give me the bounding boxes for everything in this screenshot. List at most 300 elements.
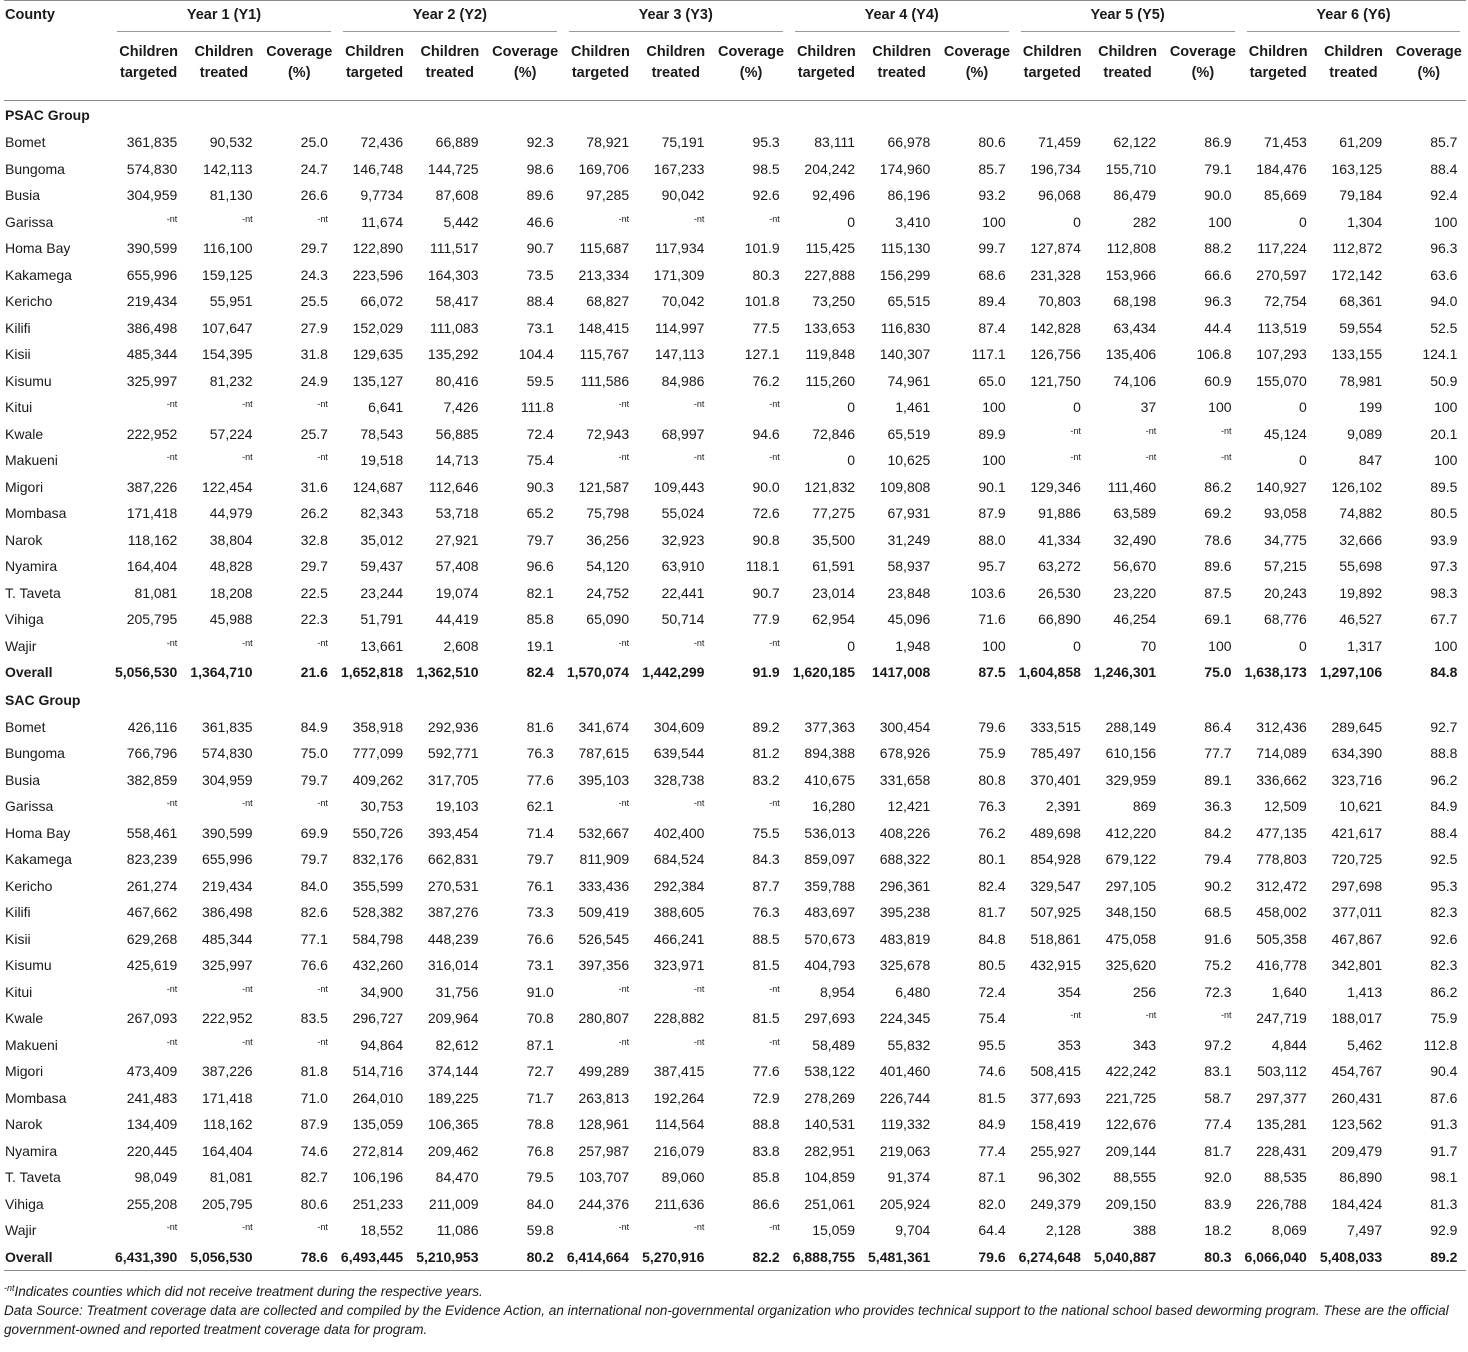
- coverage-cell: 25.0: [300, 134, 328, 151]
- children-targeted-header: [789, 41, 864, 101]
- children-targeted-cell: 382,859: [126, 771, 178, 788]
- children-treated-cell: 154,395: [201, 346, 253, 363]
- children-treated-header: [638, 41, 713, 101]
- not-treated-marker: -nt: [317, 1036, 328, 1047]
- children-targeted-cell: 0: [847, 637, 856, 654]
- county-name: Bungoma: [5, 160, 65, 177]
- children-treated-cell: 18,208: [209, 584, 253, 601]
- coverage-cell: 87.1: [526, 1036, 554, 1053]
- children-targeted-cell: 550,726: [352, 824, 404, 841]
- children-targeted-cell: 263,813: [578, 1089, 630, 1106]
- children-targeted-cell: 1,638,173: [1244, 664, 1307, 681]
- children-targeted-cell: 584,798: [352, 930, 404, 947]
- children-treated-cell: 5,462: [1347, 1036, 1383, 1053]
- coverage-cell: 82.6: [300, 904, 328, 921]
- subheader-line: targeted: [120, 65, 178, 81]
- children-targeted-cell: 714,089: [1256, 745, 1307, 762]
- children-treated-cell: 209,144: [1105, 1142, 1157, 1159]
- children-targeted-cell: 370,401: [1030, 771, 1081, 788]
- coverage-cell: 82.4: [978, 877, 1006, 894]
- not-treated-marker: -nt: [618, 452, 630, 463]
- children-targeted-cell: 270,597: [1256, 266, 1307, 283]
- children-targeted-cell: 63,272: [1038, 558, 1081, 575]
- children-targeted-cell: 92,496: [812, 187, 856, 204]
- coverage-cell: 84.0: [526, 1195, 554, 1212]
- coverage-cell: 88.0: [978, 531, 1006, 548]
- children-targeted-cell: [1015, 1005, 1090, 1032]
- children-treated-cell: [638, 1217, 713, 1244]
- children-treated-cell: 7,426: [443, 399, 479, 416]
- not-treated-marker: -nt: [1070, 1010, 1081, 1021]
- subheader-line: Children: [1248, 44, 1308, 60]
- coverage-cell: 79.7: [300, 771, 328, 788]
- coverage-cell: 95.3: [1430, 877, 1458, 894]
- coverage-cell: 82.3: [1430, 904, 1458, 921]
- coverage-cell: 77.9: [752, 611, 780, 628]
- children-treated-cell: 282: [1132, 213, 1157, 230]
- coverage-cell: 91.7: [1430, 1142, 1458, 1159]
- coverage-cell: 77.5: [752, 319, 780, 336]
- coverage-cell: 73.3: [526, 904, 554, 921]
- children-treated-cell: 1,362,510: [416, 664, 479, 681]
- children-targeted-cell: 91,886: [1038, 505, 1081, 522]
- coverage-cell: 82.7: [300, 1169, 328, 1186]
- overall-row: [4, 659, 1466, 686]
- children-targeted-cell: 83,111: [814, 134, 856, 151]
- coverage-cell: 83.2: [752, 771, 780, 788]
- children-targeted-cell: 280,807: [578, 1010, 630, 1027]
- coverage-cell: 111.8: [520, 399, 554, 416]
- county-name: Garissa: [5, 798, 54, 815]
- table-row: [4, 606, 1466, 633]
- children-targeted-cell: 894,388: [804, 745, 856, 762]
- children-treated-cell: 1,461: [895, 399, 931, 416]
- children-targeted-cell: 121,750: [1030, 372, 1081, 389]
- children-treated-cell: 205,795: [201, 1195, 253, 1212]
- children-treated-cell: 9,704: [895, 1222, 931, 1239]
- children-targeted-cell: 282,951: [804, 1142, 856, 1159]
- children-targeted-cell: 336,662: [1256, 771, 1307, 788]
- children-targeted-cell: 45,124: [1264, 425, 1307, 442]
- children-treated-cell: [638, 633, 713, 660]
- children-targeted-header: [1241, 41, 1316, 101]
- not-treated-marker: -nt: [242, 798, 253, 809]
- children-treated-cell: 112,646: [428, 478, 479, 495]
- children-treated-cell: 296,361: [879, 877, 931, 894]
- coverage-cell: 80.6: [978, 134, 1006, 151]
- children-treated-cell: 270,531: [427, 877, 479, 894]
- children-targeted-cell: 485,344: [126, 346, 178, 363]
- children-treated-cell: 37: [1140, 399, 1157, 416]
- children-targeted-cell: 184,476: [1256, 160, 1307, 177]
- children-treated-cell: 46,527: [1339, 611, 1383, 628]
- children-treated-cell: 387,226: [201, 1063, 253, 1080]
- not-treated-marker: -nt: [166, 213, 178, 224]
- coverage-cell: 112.8: [1423, 1036, 1458, 1053]
- children-targeted-cell: 0: [1299, 637, 1307, 654]
- subheader-line: targeted: [571, 65, 630, 81]
- children-treated-cell: [186, 633, 261, 660]
- table-row: [4, 394, 1466, 421]
- subheader-line: treated: [1103, 65, 1152, 81]
- children-treated-cell: 1,246,301: [1093, 664, 1157, 681]
- children-treated-cell: [186, 793, 261, 820]
- children-targeted-cell: 128,961: [578, 1116, 630, 1133]
- coverage-cell: 95.5: [978, 1036, 1006, 1053]
- children-treated-cell: 325,997: [201, 957, 253, 974]
- children-targeted-cell: 65,090: [586, 611, 630, 628]
- coverage-cell: 88.4: [1430, 824, 1458, 841]
- table-row: [4, 580, 1466, 607]
- coverage-cell: 87.4: [978, 319, 1006, 336]
- year-header-2: [337, 1, 563, 42]
- children-treated-cell: 59,554: [1339, 319, 1383, 336]
- coverage-cell: 88.5: [752, 930, 780, 947]
- children-treated-cell: 45,096: [887, 611, 931, 628]
- children-targeted-cell: 16,280: [812, 798, 856, 815]
- coverage-cell: 88.8: [1430, 745, 1458, 762]
- children-treated-cell: 678,926: [879, 745, 931, 762]
- coverage-cell: 25.5: [300, 293, 328, 310]
- children-targeted-cell: 410,675: [804, 771, 856, 788]
- year-header-4: [789, 1, 1015, 42]
- children-treated-cell: 377,011: [1332, 904, 1383, 921]
- children-treated-cell: 323,971: [653, 957, 705, 974]
- not-treated-marker: -nt: [1221, 425, 1232, 436]
- not-treated-marker: -nt: [166, 1222, 178, 1233]
- children-targeted-cell: 6,066,040: [1241, 1244, 1316, 1271]
- children-targeted-cell: 231,328: [1030, 266, 1081, 283]
- children-treated-cell: 328,738: [653, 771, 705, 788]
- children-targeted-cell: 325,997: [126, 372, 178, 389]
- coverage-cell: 76.1: [526, 877, 554, 894]
- children-treated-cell: 167,233: [653, 160, 705, 177]
- children-treated-cell: 153,966: [1105, 266, 1157, 283]
- coverage-cell: 92.4: [1430, 187, 1458, 204]
- children-targeted-cell: 96,302: [1038, 1169, 1081, 1186]
- county-name: Migori: [5, 478, 44, 495]
- children-targeted-cell: [111, 209, 186, 236]
- children-treated-cell: 144,725: [427, 160, 479, 177]
- children-treated-cell: 156,299: [879, 266, 931, 283]
- children-targeted-cell: 142,828: [1030, 319, 1081, 336]
- children-targeted-cell: 220,445: [126, 1142, 178, 1159]
- county-name: Bungoma: [5, 745, 65, 762]
- children-targeted-cell: [111, 633, 186, 660]
- children-targeted-cell: 82,343: [360, 505, 404, 522]
- children-treated-cell: 5,442: [443, 213, 479, 230]
- children-targeted-cell: 473,409: [126, 1063, 178, 1080]
- children-treated-cell: 483,819: [879, 930, 931, 947]
- coverage-cell: 75.0: [1204, 664, 1232, 681]
- children-targeted-cell: [563, 793, 638, 820]
- coverage-cell: 81.6: [526, 718, 554, 735]
- children-targeted-cell: 251,233: [352, 1195, 404, 1212]
- not-treated-marker: -nt: [769, 213, 780, 224]
- children-targeted-cell: [563, 1032, 638, 1059]
- county-name: Overall: [5, 664, 53, 681]
- year-header-label: Year 2 (Y2): [343, 7, 557, 32]
- children-targeted-cell: 18,552: [360, 1222, 404, 1239]
- children-targeted-cell: 41,334: [1038, 531, 1081, 548]
- children-targeted-cell: 6,641: [368, 399, 404, 416]
- coverage-cell: 89.1: [1204, 771, 1232, 788]
- children-targeted-cell: 296,727: [352, 1010, 404, 1027]
- coverage-cell: 82.4: [526, 664, 554, 681]
- coverage-cell: 80.5: [978, 957, 1006, 974]
- not-treated-marker: -nt: [166, 798, 178, 809]
- coverage-cell: [713, 394, 788, 421]
- children-targeted-cell: 255,927: [1030, 1142, 1081, 1159]
- coverage-cell: 73.1: [526, 957, 554, 974]
- children-treated-cell: 1,297,106: [1319, 664, 1383, 681]
- children-targeted-cell: 509,419: [578, 904, 630, 921]
- coverage-cell: 69.9: [300, 824, 328, 841]
- coverage-cell: 80.3: [752, 266, 780, 283]
- children-targeted-cell: 249,379: [1030, 1195, 1081, 1212]
- table-row: [4, 341, 1466, 368]
- children-targeted-cell: 107,293: [1256, 346, 1307, 363]
- coverage-cell: 118.1: [745, 558, 780, 575]
- data-source-note: Data Source: Treatment coverage data are collected and compiled by the Evidence Action, an international non-governmental organization who provides technical support to the national school based deworming program. These are the official government-owned and reported treatment coverage data for program.: [4, 1303, 1449, 1337]
- coverage-cell: 85.8: [752, 1169, 780, 1186]
- children-targeted-cell: [111, 394, 186, 421]
- children-treated-cell: 135,292: [427, 346, 479, 363]
- coverage-cell: 98.1: [1430, 1169, 1458, 1186]
- table-row: [4, 820, 1466, 847]
- coverage-cell: 86.6: [752, 1195, 780, 1212]
- coverage-cell: 75.2: [1204, 957, 1232, 974]
- subheader-line: treated: [425, 65, 475, 81]
- children-targeted-cell: 115,687: [579, 240, 630, 257]
- children-treated-cell: 31,249: [887, 531, 931, 548]
- children-targeted-cell: 353: [1057, 1036, 1081, 1053]
- coverage-cell: 67.7: [1430, 611, 1458, 628]
- children-treated-cell: 90,532: [209, 134, 253, 151]
- children-targeted-cell: 312,436: [1256, 718, 1307, 735]
- subheader-line: Coverage: [492, 44, 559, 60]
- children-treated-cell: [186, 1032, 261, 1059]
- not-treated-marker: -nt: [618, 213, 630, 224]
- coverage-cell: 106.8: [1196, 346, 1232, 363]
- coverage-cell: 86.2: [1204, 478, 1232, 495]
- children-treated-cell: 1417,008: [871, 664, 931, 681]
- children-targeted-cell: 432,915: [1030, 957, 1081, 974]
- children-treated-cell: [186, 1217, 261, 1244]
- table-row: [4, 156, 1466, 183]
- table-row: [4, 926, 1466, 953]
- children-treated-cell: 62,122: [1113, 134, 1157, 151]
- children-targeted-header: [563, 41, 638, 101]
- children-treated-cell: 219,434: [201, 877, 253, 894]
- children-targeted-cell: 777,099: [352, 745, 404, 762]
- children-targeted-cell: 227,888: [804, 266, 856, 283]
- group-header-row: [4, 101, 1466, 130]
- table-row: [4, 1138, 1466, 1165]
- coverage-cell: [1165, 447, 1240, 474]
- coverage-table-container: [4, 0, 1464, 1339]
- table-row: [4, 952, 1466, 979]
- table-row: [4, 1191, 1466, 1218]
- children-treated-cell: 304,959: [201, 771, 253, 788]
- table-row: [4, 553, 1466, 580]
- children-treated-cell: 408,226: [879, 824, 931, 841]
- coverage-cell: 26.2: [300, 505, 328, 522]
- children-treated-cell: 688,322: [879, 851, 931, 868]
- not-treated-marker: -nt: [317, 213, 328, 224]
- children-treated-cell: 155,710: [1105, 160, 1157, 177]
- children-targeted-cell: 129,635: [352, 346, 404, 363]
- nt-footnote: [4, 1279, 1464, 1301]
- coverage-cell: 72.4: [978, 983, 1006, 1000]
- children-targeted-cell: 574,830: [126, 160, 178, 177]
- children-treated-cell: 292,384: [653, 877, 705, 894]
- not-treated-marker: -nt: [618, 637, 630, 648]
- coverage-cell: 32.8: [300, 531, 328, 548]
- coverage-cell: 100: [1434, 637, 1458, 654]
- children-targeted-cell: 169,706: [578, 160, 630, 177]
- coverage-cell: 72.7: [526, 1063, 554, 1080]
- children-targeted-cell: 6,274,648: [1015, 1244, 1090, 1271]
- coverage-cell: 80.8: [978, 771, 1006, 788]
- not-treated-marker: -nt: [769, 399, 780, 410]
- coverage-cell: 124.1: [1422, 346, 1458, 363]
- not-treated-marker: -nt: [242, 1036, 253, 1047]
- subheader-line: targeted: [797, 65, 855, 81]
- children-targeted-cell: 0: [847, 399, 856, 416]
- subheader-line: Children: [119, 44, 179, 60]
- children-targeted-cell: 205,795: [126, 611, 178, 628]
- children-treated-header: [864, 41, 939, 101]
- coverage-cell: 100: [1434, 452, 1458, 469]
- children-targeted-cell: 0: [1073, 637, 1081, 654]
- coverage-cell: 94.6: [752, 425, 780, 442]
- year-header-5: [1015, 1, 1241, 42]
- children-targeted-cell: 23,014: [812, 584, 856, 601]
- coverage-cell: 89.2: [752, 718, 780, 735]
- children-targeted-cell: 34,900: [360, 983, 404, 1000]
- children-targeted-cell: 12,509: [1264, 798, 1307, 815]
- children-targeted-cell: 787,615: [578, 745, 630, 762]
- children-targeted-cell: 6,493,445: [337, 1244, 412, 1271]
- children-treated-cell: 219,063: [879, 1142, 931, 1159]
- children-treated-cell: 66,889: [435, 134, 479, 151]
- county-name: Kilifi: [5, 319, 31, 336]
- children-targeted-cell: 98,049: [134, 1169, 178, 1186]
- subheader-line: (%): [1417, 65, 1441, 81]
- year-header-label: Year 4 (Y4): [795, 7, 1009, 32]
- children-targeted-cell: 397,356: [578, 957, 630, 974]
- coverage-cell: 99.7: [978, 240, 1006, 257]
- coverage-cell: 90.1: [978, 478, 1006, 495]
- children-targeted-cell: 34,775: [1264, 531, 1307, 548]
- coverage-cell: 68.5: [1204, 904, 1232, 921]
- children-treated-cell: 325,620: [1105, 957, 1157, 974]
- subheader-line: (%): [739, 65, 763, 81]
- not-treated-marker: -nt: [242, 1222, 253, 1233]
- children-targeted-cell: 121,832: [804, 478, 856, 495]
- children-targeted-cell: 164,404: [126, 558, 178, 575]
- children-treated-cell: 32,923: [661, 531, 705, 548]
- children-targeted-cell: 6,431,390: [111, 1244, 186, 1271]
- children-treated-cell: 122,676: [1105, 1116, 1157, 1133]
- coverage-cell: 82.3: [1430, 957, 1458, 974]
- table-row: [4, 182, 1466, 209]
- subheader-line: targeted: [1249, 65, 1307, 81]
- coverage-cell: [713, 633, 788, 660]
- coverage-cell: 81.8: [300, 1063, 328, 1080]
- coverage-cell: 71.0: [300, 1089, 328, 1106]
- table-row: [4, 1005, 1466, 1032]
- children-targeted-cell: 1,640: [1271, 983, 1307, 1000]
- not-treated-marker: -nt: [693, 399, 705, 410]
- children-treated-cell: 5,056,530: [186, 1244, 261, 1271]
- children-targeted-cell: 19,518: [360, 452, 404, 469]
- children-targeted-cell: 489,698: [1030, 824, 1081, 841]
- coverage-cell: 65.2: [526, 505, 554, 522]
- children-treated-cell: 11,086: [436, 1222, 479, 1239]
- children-treated-cell: 5,408,033: [1316, 1244, 1391, 1271]
- table-row: [4, 474, 1466, 501]
- children-targeted-cell: 6,414,664: [563, 1244, 638, 1271]
- children-treated-cell: 289,645: [1331, 718, 1383, 735]
- coverage-cell: 79.1: [1204, 160, 1232, 177]
- county-name: Vihiga: [5, 611, 44, 628]
- county-name: Makueni: [5, 452, 58, 469]
- children-treated-cell: 114,997: [654, 319, 705, 336]
- children-treated-cell: 14,713: [435, 452, 479, 469]
- children-targeted-cell: 129,346: [1030, 478, 1081, 495]
- children-targeted-cell: 257,987: [578, 1142, 630, 1159]
- table-row: [4, 846, 1466, 873]
- county-name: Nyamira: [5, 1142, 58, 1159]
- children-treated-cell: 300,454: [879, 718, 931, 735]
- children-targeted-cell: 135,059: [352, 1116, 404, 1133]
- coverage-cell: 36.3: [1204, 798, 1232, 815]
- coverage-cell: 59.8: [526, 1222, 554, 1239]
- children-targeted-cell: 75,798: [586, 505, 630, 522]
- children-targeted-cell: 20,243: [1264, 584, 1307, 601]
- children-targeted-cell: 78,921: [586, 134, 630, 151]
- children-treated-cell: [1090, 447, 1165, 474]
- coverage-cell: 81.7: [1204, 1142, 1232, 1159]
- coverage-cell: 22.5: [300, 584, 328, 601]
- children-targeted-cell: 117,224: [1257, 240, 1307, 257]
- children-treated-cell: 50,714: [661, 611, 705, 628]
- children-targeted-cell: 1,620,185: [792, 664, 856, 681]
- coverage-cell: 25.7: [300, 425, 328, 442]
- children-treated-cell: 292,936: [427, 718, 479, 735]
- county-name: Mombasa: [5, 505, 67, 522]
- coverage-cell: 31.6: [300, 478, 328, 495]
- children-treated-cell: 343: [1132, 1036, 1157, 1053]
- children-treated-header: [186, 41, 261, 101]
- children-treated-cell: 467,867: [1331, 930, 1383, 947]
- coverage-cell: 22.3: [300, 611, 328, 628]
- children-targeted-cell: 122,890: [352, 240, 404, 257]
- children-treated-cell: 111,083: [429, 319, 479, 336]
- children-targeted-cell: 785,497: [1030, 745, 1081, 762]
- table-footnotes: [4, 1279, 1464, 1339]
- children-treated-cell: 116,830: [880, 319, 931, 336]
- children-treated-cell: 1,442,299: [642, 664, 705, 681]
- children-treated-cell: [186, 209, 261, 236]
- children-treated-cell: 1,317: [1347, 637, 1383, 654]
- coverage-cell: 91.3: [1430, 1116, 1458, 1133]
- children-treated-cell: 55,951: [209, 293, 253, 310]
- children-targeted-cell: 255,208: [126, 1195, 178, 1212]
- coverage-cell: 87.1: [978, 1169, 1006, 1186]
